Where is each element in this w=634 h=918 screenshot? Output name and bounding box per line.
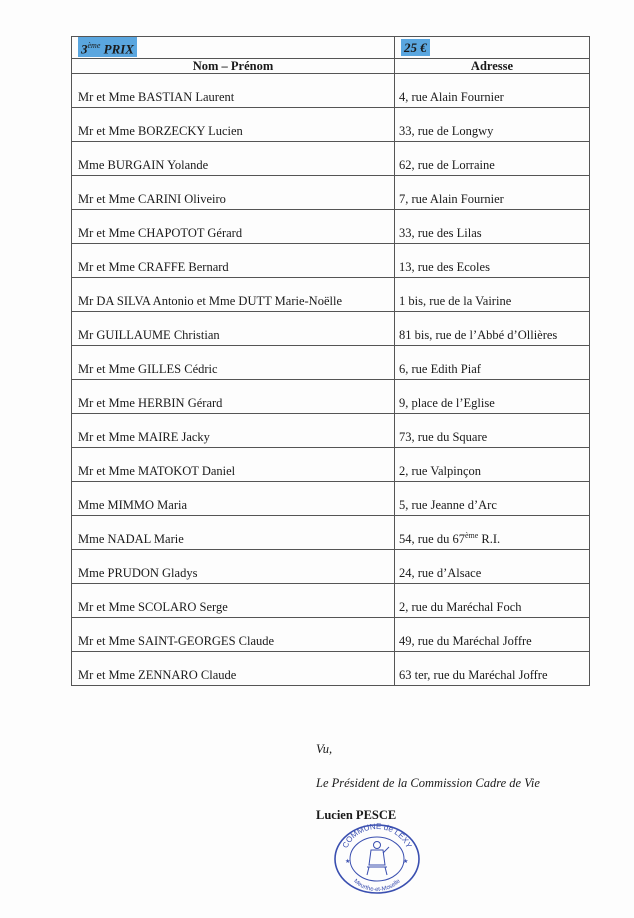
laureate-address: 33, rue de Longwy bbox=[395, 108, 590, 142]
laureate-name: Mr GUILLAUME Christian bbox=[72, 312, 395, 346]
laureate-name: Mme NADAL Marie bbox=[72, 516, 395, 550]
table-row bbox=[72, 142, 590, 176]
table-row bbox=[72, 584, 590, 618]
laureate-address: 1 bis, rue de la Vairine bbox=[395, 278, 590, 312]
laureate-address: 73, rue du Square bbox=[395, 414, 590, 448]
stamp-text-bottom: Meurthe-et-Moselle bbox=[352, 878, 402, 894]
laureate-name: Mr et Mme GILLES Cédric bbox=[72, 346, 395, 380]
table-row bbox=[72, 380, 590, 414]
table-row bbox=[72, 652, 590, 686]
column-header-row bbox=[72, 59, 590, 74]
laureate-name: Mr et Mme BASTIAN Laurent bbox=[72, 74, 395, 108]
municipal-stamp bbox=[333, 823, 421, 895]
table-row bbox=[72, 414, 590, 448]
table-row bbox=[72, 482, 590, 516]
table-row bbox=[72, 210, 590, 244]
table-row bbox=[72, 618, 590, 652]
prize-amount: 25 € bbox=[401, 39, 430, 56]
table-row bbox=[72, 278, 590, 312]
seated-figure-icon bbox=[367, 842, 389, 876]
laureate-name: Mr et Mme CHAPOTOT Gérard bbox=[72, 210, 395, 244]
prize-header-row bbox=[72, 37, 590, 59]
table-row bbox=[72, 312, 590, 346]
laureate-address: 24, rue d’Alsace bbox=[395, 550, 590, 584]
prize-rank: 3ème PRIX bbox=[78, 37, 137, 57]
table-row bbox=[72, 516, 590, 550]
laureate-name: Mr et Mme CRAFFE Bernard bbox=[72, 244, 395, 278]
table-row bbox=[72, 244, 590, 278]
laureate-address: 5, rue Jeanne d’Arc bbox=[395, 482, 590, 516]
laureate-name: Mr et Mme SAINT-GEORGES Claude bbox=[72, 618, 395, 652]
laureate-address: 2, rue du Maréchal Foch bbox=[395, 584, 590, 618]
signatory-name: Lucien PESCE bbox=[316, 808, 397, 822]
laureate-address: 2, rue Valpinçon bbox=[395, 448, 590, 482]
prize-amount-cell bbox=[395, 37, 590, 59]
stamp-text-top: COMMUNE de LEXY bbox=[340, 823, 414, 850]
laureate-address: 49, rue du Maréchal Joffre bbox=[395, 618, 590, 652]
column-header-name: Nom – Prénom bbox=[72, 59, 395, 74]
laureate-name: Mr et Mme MAIRE Jacky bbox=[72, 414, 395, 448]
laureate-name: Mr et Mme CARINI Oliveiro bbox=[72, 176, 395, 210]
prize-rank-cell bbox=[72, 37, 395, 59]
laureate-name: Mr et Mme BORZECKY Lucien bbox=[72, 108, 395, 142]
table-row bbox=[72, 108, 590, 142]
prize-table bbox=[71, 36, 590, 686]
laureate-address: 13, rue des Ecoles bbox=[395, 244, 590, 278]
laureate-address: 6, rue Edith Piaf bbox=[395, 346, 590, 380]
laureate-address: 54, rue du 67ème R.I. bbox=[395, 516, 590, 550]
table-row bbox=[72, 550, 590, 584]
laureate-name: Mr et Mme ZENNARO Claude bbox=[72, 652, 395, 686]
table-row bbox=[72, 74, 590, 108]
laureate-address: 63 ter, rue du Maréchal Joffre bbox=[395, 652, 590, 686]
laureate-name: Mr et Mme HERBIN Gérard bbox=[72, 380, 395, 414]
laureate-address: 4, rue Alain Fournier bbox=[395, 74, 590, 108]
laureate-name: Mr et Mme MATOKOT Daniel bbox=[72, 448, 395, 482]
laureate-name: Mme MIMMO Maria bbox=[72, 482, 395, 516]
laureate-address: 9, place de l’Eglise bbox=[395, 380, 590, 414]
laureate-address: 62, rue de Lorraine bbox=[395, 142, 590, 176]
laureate-name: Mr DA SILVA Antonio et Mme DUTT Marie-Noëlle bbox=[72, 278, 395, 312]
column-header-address: Adresse bbox=[395, 59, 590, 74]
table-row bbox=[72, 346, 590, 380]
laureate-address: 7, rue Alain Fournier bbox=[395, 176, 590, 210]
laureate-address: 81 bis, rue de l’Abbé d’Ollières bbox=[395, 312, 590, 346]
laureate-address: 33, rue des Lilas bbox=[395, 210, 590, 244]
table-row bbox=[72, 176, 590, 210]
laureate-name: Mme PRUDON Gladys bbox=[72, 550, 395, 584]
star-icon: ★ bbox=[403, 859, 409, 865]
laureate-list bbox=[72, 74, 590, 686]
seen-note: Vu, bbox=[316, 742, 333, 756]
table-row bbox=[72, 448, 590, 482]
signatory-title: Le Président de la Commission Cadre de Vie bbox=[316, 776, 540, 790]
star-icon: ★ bbox=[345, 859, 351, 865]
laureate-name: Mme BURGAIN Yolande bbox=[72, 142, 395, 176]
laureate-name: Mr et Mme SCOLARO Serge bbox=[72, 584, 395, 618]
